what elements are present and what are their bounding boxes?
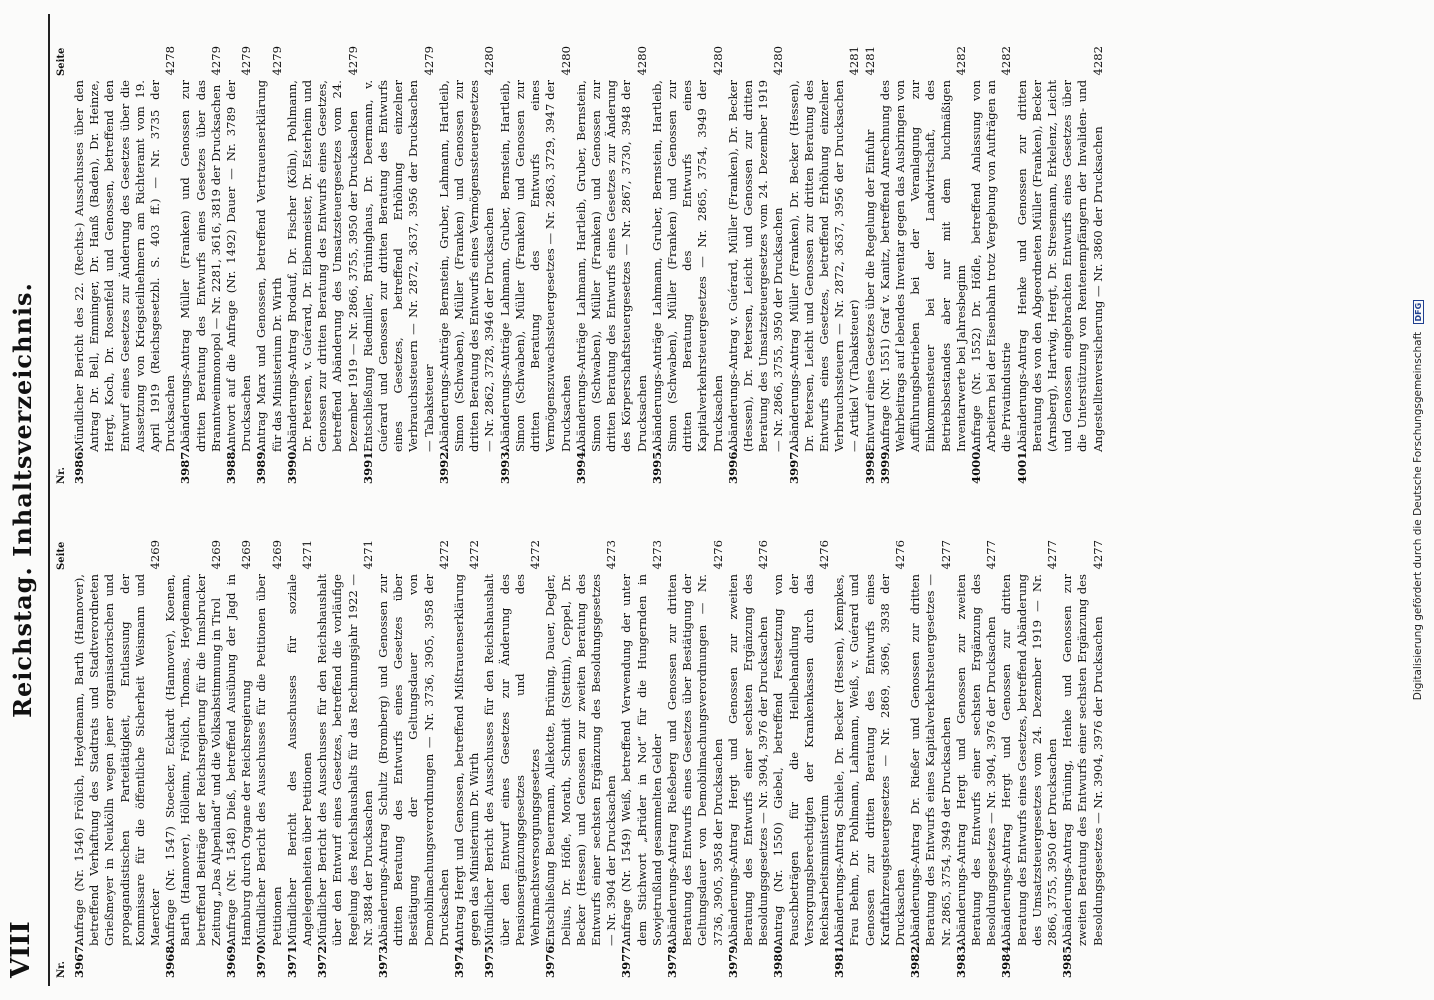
entry-page: 4271 <box>300 540 315 570</box>
index-entry <box>482 540 543 978</box>
entry-text: Abänderungs-Antrag Hergt und Genossen zur zweiten Beratung des Entwurfs einer sechsten Ergänzung des Besoldungsgesetzes — Nr. 3904, 3976 der Drucksachen <box>725 574 771 946</box>
page-number: VIII <box>6 921 36 978</box>
entry-number: 4000. <box>968 447 983 484</box>
entry-page: 4269 <box>208 540 223 570</box>
index-entry <box>650 46 726 484</box>
index-entry <box>376 540 452 978</box>
index-entry <box>72 46 178 484</box>
entry-page: 4280 <box>771 46 786 76</box>
left-column <box>72 540 1106 978</box>
entry-text: Mündlicher Bericht des Ausschusses für die Petitionen über Petitionen <box>254 574 284 946</box>
entry-number: 3967. <box>72 941 86 978</box>
entry-page: 4277 <box>984 540 999 570</box>
dfg-logo: DFG <box>1413 300 1424 325</box>
index-entry <box>543 540 619 978</box>
entry-page: 4279 <box>239 46 254 76</box>
index-entry <box>285 540 315 978</box>
entry-text: Abänderungs-Antrag Hergt und Genossen zur dritten Beratung des Entwurfs eines Gesetzes, betreffend Abänderung des Umsatzsteuergesetzes vom 24. Dezember 1919 — Nr. 2866, 3755, 3950 der Drucksachen <box>999 574 1059 946</box>
entry-page: 4280 <box>634 46 649 76</box>
entry-text: Anfrage (Nr. 1552) Dr. Höfle, betreffend Anlassung von Arbeitern bei der Eisenbahn trotz Vergebung von Aufträgen an die Privatindustrie <box>968 80 1014 452</box>
entry-page: 4280 <box>710 46 725 76</box>
index-entry <box>437 46 498 484</box>
entry-page: 4273 <box>604 540 619 570</box>
entry-number: 3977. <box>619 941 634 978</box>
entry-text: Entwurf eines Gesetzes über die Regelung der Einfuhr <box>862 129 877 452</box>
index-entry <box>1015 46 1106 484</box>
entry-number: 3989. <box>254 447 269 484</box>
entry-page: 4269 <box>239 540 254 570</box>
entry-number: 3971. <box>284 941 299 978</box>
index-entry <box>72 540 163 978</box>
entry-text: Anfrage (Nr. 1547) Stoecker, Eckardt (Hannover), Koenen, Barth (Hannover), Hölleinn, Frölich, Thomas, Heydemann, betreffend Beiträge der Reichsregierung für die Innsbrucker Zeitung „Das Alpenland“ und die Volksabstimmung in Tirol <box>163 574 223 946</box>
entry-text: Abänderungs-Anträge Lahmann, Hartleib, Gruber, Bernstein, Simon (Schwaben), Müller (Franken) und Genossen zur dritten Beratung des Entwurfs eines Gesetzes zur Änderung des Körperschaftsteuergesetzes — Nr. 2867, 3730, 3948 der Drucksachen <box>573 80 649 452</box>
entry-page: 4278 <box>163 46 178 76</box>
right-nr-label: Nr. <box>56 467 67 484</box>
entry-text: Mündlicher Bericht des Ausschusses für den Reichshaushalt über den Entwurf eines Gesetzes zur Änderung des Pensionsergänzungsgesetzes und des Wehrmachtsversorgungsgesetzes <box>482 574 543 946</box>
entry-number: 3996. <box>725 447 740 484</box>
entry-text: Abänderungs-Antrag Dr. Rießer und Genossen zur dritten Beratung des Entwurfs eines Kapitalverkehrsteuergesetzes — Nr. 2865, 3754, 3949 der Drucksachen <box>908 574 953 946</box>
entry-number: 3968. <box>163 941 178 978</box>
entry-text: Entschließung Riedmiller, Brüninghaus, Dr. Deermann, v. Guérard und Genossen zur dritten Beratung des Entwurfs eines Gesetzes, betreffend Erhöhung einzelner Verbrauchssteuern — Nr. 2872, 3637, 3956 der Drucksachen — Tabaksteuer <box>360 80 436 452</box>
right-seite-label: Seite <box>56 47 67 76</box>
index-entry <box>771 540 832 978</box>
entry-number: 3988. <box>224 447 239 484</box>
index-entry <box>878 46 969 484</box>
index-entry <box>498 46 574 484</box>
index-entry <box>254 540 284 978</box>
index-entry <box>452 540 482 978</box>
index-entry <box>726 540 772 978</box>
index-entry <box>315 540 376 978</box>
entry-text: Abänderungs-Antrag Müller (Franken), Dr. Becker (Hessen), Dr. Petersen, Leicht und Genossen zur dritten Beratung des Entwurfs eines Gesetzes, betreffend Erhöhung einzelner Verbrauchssteuern — Nr. 2872, 3637, 3956 der Drucksachen — Artikel V (Tabaksteuer) <box>786 80 862 452</box>
entry-page: 4277 <box>1090 540 1105 570</box>
entry-page: 4272 <box>436 540 451 570</box>
entry-text: Abänderungs-Anträge Bernstein, Gruber, Lahmann, Hartleib, Simon (Schwaben), Müller (Franken) und Genossen zur dritten Beratung des Entwurfs eines Vermögenssteuergesetzes — Nr. 2862, 3728, 3946 der Drucksachen <box>436 80 497 452</box>
entry-number: 3970. <box>254 941 269 978</box>
entry-number: 3980. <box>771 941 786 978</box>
entry-number: 3994. <box>573 447 588 484</box>
entry-page: 4269 <box>148 540 163 570</box>
entry-number: 3982. <box>908 941 923 978</box>
entry-page: 4277 <box>938 540 953 570</box>
entry-number: 3997. <box>786 447 801 484</box>
entry-page: 4276 <box>756 540 771 570</box>
entry-number: 3987. <box>178 447 193 484</box>
entry-page: 4276 <box>710 540 725 570</box>
entry-page: 4277 <box>1045 540 1059 570</box>
entry-number: 3981. <box>832 941 847 978</box>
entry-number: 3990. <box>284 447 299 484</box>
index-entry <box>285 46 361 484</box>
entry-text: Anfrage (Nr. 1549) Weiß, betreffend Verwendung der unter dem Stichwort „Brüder in Not“ für die Hungernden in Sowjetrußland gesammelten Gelder <box>619 574 664 946</box>
entry-text: Anfrage (Nr. 1551) Graf v. Kanitz, betreffend Anrechnung des Wehrbeitrags auf lebendes Inventar gegen das Ausbringen von Aufführungsbetrieben bei der Veranlagung zur Einkommensteuer bei der Landwirtschaft, des Betriebsbestandes aber nur mit dem buchmäßigen Inventarwerte bei Jahresbeginn <box>877 80 968 452</box>
entry-page: 4281 <box>847 46 862 76</box>
index-entry <box>665 540 726 978</box>
entry-text: Abänderungs-Antrag Henke und Genossen zur dritten Beratung des von den Abgeordneten Müller (Franken), Becker (Arnsberg), Hartwig, Hergt, Dr. Stresemann, Erkelenz, Leicht und Genossen eingebrachten Entwurfs eines Gesetzes über die Unterstützung von Rentenempfängern der Invaliden- und Angestelltenversicherung — Nr. 3860 der Drucksachen <box>1014 80 1105 452</box>
left-nr-label: Nr. <box>56 961 67 978</box>
entry-text: Mündlicher Bericht des Ausschusses für den Reichshaushalt über den Entwurf eines Gesetzes, betreffend die vorläufige Regelung des Reichshaushalts für das Rechnungsjahr 1922 — Nr. 3884 der Drucksachen <box>315 574 375 946</box>
index-entry <box>908 540 954 978</box>
entry-text: Antrag Hergt und Genossen, betreffend Mißtrauenserklärung gegen das Ministerium Dr. Wirth <box>452 574 482 946</box>
entry-text: Anfrage (Nr. 1548) Dieß, betreffend Ausübung der Jagd in Hamburg durch Organe der Reichsregierung <box>224 574 254 946</box>
entry-page: 4282 <box>999 46 1014 76</box>
entry-number: 3984. <box>999 941 1014 978</box>
entry-text: Abänderungs-Anträge Lahmann, Gruber, Bernstein, Hartleib, Simon (Schwaben), Müller (Franken) und Genossen zur dritten Beratung des Entwurfs eines Vermögenszuwachssteuergesetzes — Nr. 2863, 3729, 3947 der Drucksachen <box>497 80 573 452</box>
entry-page: 4282 <box>953 46 968 76</box>
entry-number: 3979. <box>725 941 740 978</box>
entry-page: 4276 <box>816 540 831 570</box>
entry-page: 4279 <box>269 46 284 76</box>
entry-text: Abänderungs-Anträge Lahmann, Gruber, Bernstein, Hartleib, Simon (Schwaben), Müller (Franken) und Genossen zur dritten Beratung des Entwurfs eines Kapitalverkehrsteuergesetzes — Nr. 2865, 3754, 3949 der Drucksachen <box>649 80 725 452</box>
entry-text: Abänderungs-Antrag v. Guérard, Müller (Franken), Dr. Becker (Hessen), Dr. Petersen, Leicht und Genossen zur dritten Beratung des Umsatzsteuergesetzes vom 24. Dezember 1919 — Nr. 2866, 3755, 3950 der Drucksachen <box>725 80 786 452</box>
index-entry <box>224 540 254 978</box>
entry-number: 3978. <box>664 941 679 978</box>
entry-text: Abänderungs-Antrag Rießeberg und Genossen zur dritten Beratung des Entwurfs eines Gesetzes über Bestätigung der Geltungsdauer von Demobilmachungsverordnungen — Nr. 3736, 3905, 3958 der Drucksachen <box>664 574 725 946</box>
entry-page: 4281 <box>862 46 877 76</box>
footer-credit <box>1412 0 1424 1000</box>
index-entry <box>178 46 224 484</box>
entry-number: 3986. <box>72 447 86 484</box>
left-seite-label: Seite <box>56 541 67 570</box>
entry-number: 3991. <box>360 447 375 484</box>
entry-text: Mündlicher Bericht des 22. (Rechts-) Ausschusses über den Antrag Dr. Bell, Emminger, Dr. Hanß (Baden), Dr. Heinze, Hergt, Koch, Dr. Rosenfeld und Genossen, betreffend den Entwurf eines Gesetzes zur Änderung des Gesetzes über die Aussetzung von Kriegsteilnehmern am Richteramt vom 19. April 1919 (Reichsgesetzbl. S. 403 ff.) — Nr. 3735 der Drucksachen <box>72 80 178 452</box>
entry-text: Abänderungs-Antrag Brüning, Henke und Genossen zur zweiten Beratung des Entwurfs einer sechsten Ergänzung des Besoldungsgesetzes — Nr. 3904, 3976 der Drucksachen <box>1060 574 1105 946</box>
entry-page: 4279 <box>421 46 436 76</box>
index-entry <box>1060 540 1106 978</box>
page-title: Reichstag. Inhaltsverzeichnis. <box>8 282 37 718</box>
index-entry <box>863 46 878 484</box>
index-entry <box>574 46 650 484</box>
credit-text: Digitalisierung gefördert durch die Deutsche Forschungsgemeinschaft <box>1412 331 1424 701</box>
index-entry <box>224 46 254 484</box>
entry-number: 3995. <box>649 447 664 484</box>
entry-text: Abänderungs-Antrag Hergt und Genossen zur zweiten Beratung des Entwurfs einer sechsten Ergänzung des Besoldungsgesetzes — Nr. 3904, 3976 der Drucksachen <box>953 574 999 946</box>
entry-number: 3973. <box>376 941 391 978</box>
entry-page: 4271 <box>360 540 375 570</box>
entry-text: Antwort auf die Anfrage (Nr. 1492) Dauer — Nr. 3789 der Drucksachen <box>224 80 254 452</box>
entry-page: 4272 <box>467 540 482 570</box>
entry-number: 3976. <box>543 941 558 978</box>
entry-page: 4279 <box>345 46 360 76</box>
index-entry <box>254 46 284 484</box>
entry-number: 3985. <box>1060 941 1075 978</box>
entry-number: 3972. <box>315 941 330 978</box>
entry-number: 3983. <box>953 941 968 978</box>
entry-text: Abänderungs-Antrag Schultz (Bromberg) und Genossen zur dritten Beratung des Entwurfs eines Gesetzes über Bestätigung der Geltungsdauer von Demobilmachungsverordnungen — Nr. 3736, 3905, 3958 der Drucksachen <box>376 574 451 946</box>
entry-page: 4280 <box>558 46 573 76</box>
index-entry <box>787 46 863 484</box>
entry-page: 4269 <box>269 540 284 570</box>
index-entry <box>832 540 908 978</box>
index-entry <box>969 46 1015 484</box>
index-entry <box>954 540 1000 978</box>
index-entry <box>163 540 224 978</box>
entry-page: 4272 <box>528 540 543 570</box>
header-rule <box>48 14 50 986</box>
entry-number: 3999. <box>877 447 892 484</box>
entry-text: Antrag Marx und Genossen, betreffend Vertrauenserklärung für das Ministerium Dr. Wirth <box>254 80 284 452</box>
index-entry <box>619 540 665 978</box>
entry-number: 4001. <box>1014 447 1029 484</box>
entry-number: 3975. <box>482 941 497 978</box>
index-entry <box>361 46 437 484</box>
entry-page: 4273 <box>649 540 664 570</box>
entry-number: 3992. <box>436 447 451 484</box>
entry-text: Antrag (Nr. 1550) Giebel, betreffend Festsetzung von Pauschbeträgen für die Heilbehandlung der Versorgungsberechtigten der Krankenkassen durch das Reichsarbeitsministerium <box>771 574 831 946</box>
right-column <box>72 46 1106 484</box>
entry-page: 4280 <box>482 46 497 76</box>
entry-text: Anfrage (Nr. 1546) Frölich, Heydemann, Barth (Hannover), betreffend Verhaftung des Stadtrats und Stadtverordneten Grießmeyer in Neukölln wegen jener organisatorischen und propagandistischen Parteitätigkeit, Entlassung der Kommissare für die öffentliche Sicherheit Weismann und Maercker <box>72 574 163 946</box>
entry-number: 3998. <box>862 447 877 484</box>
entry-page: 4276 <box>892 540 907 570</box>
entry-text: Abänderungs-Antrag Brodauf, Dr. Fischer (Köln), Pohlmann, Dr. Petersen, v. Guérard, Dr. Eibenmeister, Dr. Esterheim und Genossen zur dritten Beratung des Entwurfs eines Gesetzes, betreffend Abänderung des Umsatzsteuergesetzes vom 24. Dezember 1919 — Nr. 2866, 3755, 3950 der Drucksachen <box>284 80 360 452</box>
entry-number: 3969. <box>224 941 239 978</box>
entry-page: 4282 <box>1090 46 1105 76</box>
entry-text: Abänderungs-Antrag Müller (Franken) und Genossen zur dritten Beratung des Entwurfs eines Gesetzes über das Branntweinmonopol — Nr. 2281, 3616, 3819 der Drucksachen <box>178 80 223 452</box>
entry-number: 3974. <box>452 941 467 978</box>
entry-number: 3993. <box>497 447 512 484</box>
entry-page: 4279 <box>208 46 223 76</box>
index-entry <box>999 540 1060 978</box>
entry-text: Mündlicher Bericht des Ausschusses für soziale Angelegenheiten über Petitionen <box>284 574 315 946</box>
index-entry <box>726 46 787 484</box>
entry-text: Entschließung Beuermann, Allekotte, Brüning, Dauer, Degler, Delius, Dr. Höfle, Morath, Schmidt (Stettin), Ceppel, Dr. Becker (Hessen) und Genossen zur zweiten Beratung des Entwurfs einer sechsten Ergänzung des Besoldungsgesetzes — Nr. 3904 der Drucksachen <box>543 574 619 946</box>
entry-text: Abänderungs-Antrag Schiele, Dr. Becker (Hessen), Kempkes, Frau Behm, Dr. Pohlmann, Lahmann, Weiß, v. Guérard und Genossen zur dritten Beratung des Entwurfs eines Kraftfahrzeugsteuergesetzes — Nr. 2869, 3696, 3938 der Drucksachen <box>832 574 907 946</box>
